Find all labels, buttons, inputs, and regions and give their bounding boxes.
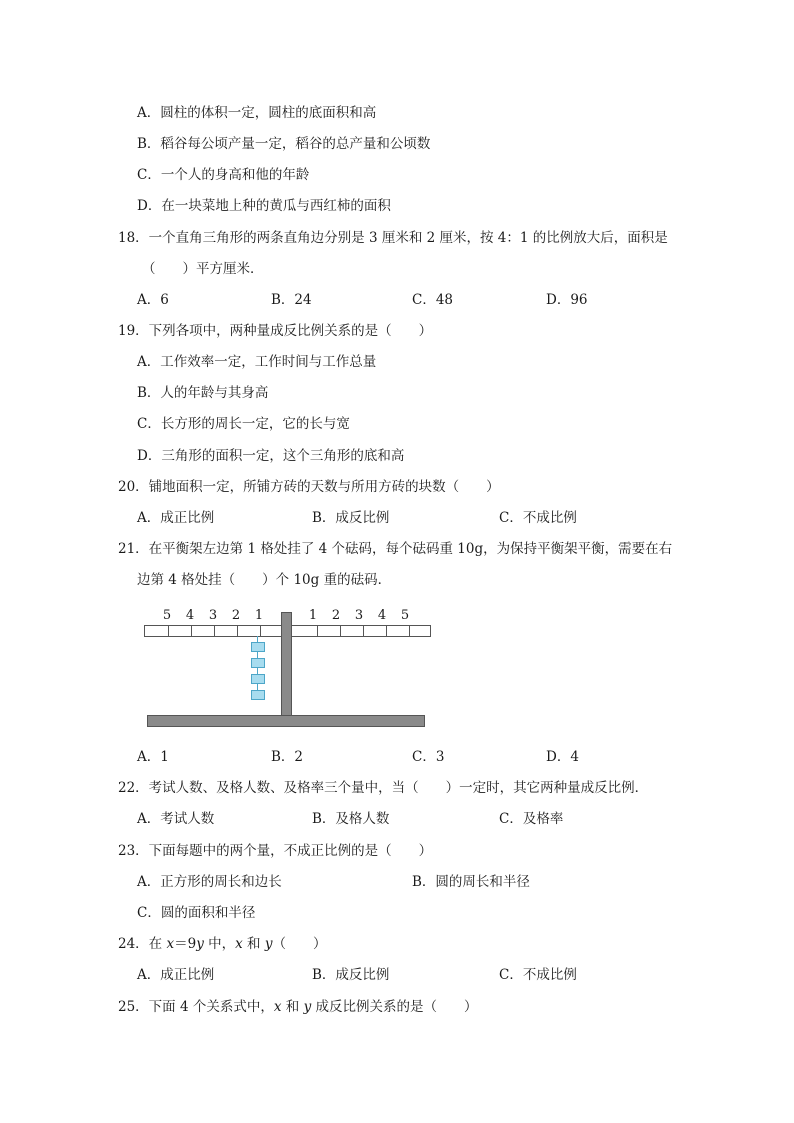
q21-option-c: C．3: [412, 749, 445, 765]
q19-stem: 19．下列各项中，两种量成反比例关系的是（ ）: [118, 323, 433, 339]
right-mark-2: 2: [331, 608, 341, 623]
balance-pillar: [281, 612, 292, 717]
weight-block: [251, 690, 265, 700]
q22-option-c: C．及格率: [499, 811, 564, 827]
q23-stem: 23．下面每题中的两个量，不成正比例的是（ ）: [118, 843, 433, 859]
left-mark-2: 2: [231, 608, 241, 623]
q23-option-b: B．圆的周长和半径: [412, 874, 530, 890]
q20-option-a: A．成正比例: [137, 510, 215, 526]
q23-option-a: A．正方形的周长和边长: [137, 874, 282, 890]
q17-option-b: B．稻谷每公顷产量一定，稻谷的总产量和公顷数: [137, 136, 431, 152]
q18-stem-line2: （ ）平方厘米．: [142, 261, 264, 277]
q24-stem: 24．在 x＝9y 中，x 和 y（ ）: [118, 936, 327, 952]
right-mark-3: 3: [354, 608, 364, 623]
q20-option-c: C．不成比例: [499, 510, 577, 526]
q18-stem-line1: 18．一个直角三角形的两条直角边分别是 3 厘米和 2 厘米，按 4：1 的比例放大后，面积是: [118, 230, 668, 246]
left-mark-1: 1: [254, 608, 264, 623]
q19-option-b: B．人的年龄与其身高: [137, 385, 269, 401]
balance-base: [147, 715, 425, 727]
q18-option-d: D．96: [546, 292, 588, 308]
q17-option-c: C．一个人的身高和他的年龄: [137, 167, 310, 183]
q21-option-d: D．4: [546, 749, 579, 765]
q18-option-a: A．6: [137, 292, 169, 308]
q19-option-a: A．工作效率一定，工作时间与工作总量: [137, 354, 377, 370]
q24-option-b: B．成反比例: [312, 967, 390, 983]
right-mark-1: 1: [308, 608, 318, 623]
weight-block: [251, 658, 265, 668]
right-mark-4: 4: [377, 608, 387, 623]
q22-option-a: A．考试人数: [137, 811, 215, 827]
q17-option-d: D．在一块菜地上种的黄瓜与西红柿的面积: [137, 198, 391, 214]
balance-diagram: [140, 606, 436, 732]
q19-option-d: D．三角形的面积一定，这个三角形的底和高: [137, 448, 405, 464]
q21-stem-line1: 21．在平衡架左边第 1 格处挂了 4 个砝码，每个砝码重 10g，为保持平衡架平衡，需要在右: [118, 541, 673, 557]
weight-block: [251, 674, 265, 684]
q22-stem: 22．考试人数、及格人数、及格率三个量中，当（ ）一定时，其它两种量成反比例．: [118, 780, 649, 796]
right-mark-5: 5: [400, 608, 410, 623]
q21-option-b: B．2: [271, 749, 304, 765]
q23-option-c: C．圆的面积和半径: [137, 905, 256, 921]
q25-stem: 25．下面 4 个关系式中，x 和 y 成反比例关系的是（ ）: [118, 999, 478, 1015]
q24-option-c: C．不成比例: [499, 967, 577, 983]
q18-option-c: C．48: [412, 292, 454, 308]
q18-option-b: B．24: [271, 292, 312, 308]
q21-option-a: A．1: [137, 749, 169, 765]
left-mark-3: 3: [208, 608, 218, 623]
left-mark-5: 5: [162, 608, 172, 623]
left-mark-4: 4: [185, 608, 195, 623]
weight-block: [251, 642, 265, 652]
q24-option-a: A．成正比例: [137, 967, 215, 983]
q20-option-b: B．成反比例: [312, 510, 390, 526]
q20-stem: 20．铺地面积一定，所铺方砖的天数与所用方砖的块数（ ）: [118, 479, 500, 495]
q19-option-c: C．长方形的周长一定，它的长与宽: [137, 416, 350, 432]
q17-option-a: A．圆柱的体积一定，圆柱的底面积和高: [137, 105, 377, 121]
q22-option-b: B．及格人数: [312, 811, 390, 827]
q21-stem-line2: 边第 4 格处挂（ ）个 10g 重的砝码．: [137, 572, 392, 588]
